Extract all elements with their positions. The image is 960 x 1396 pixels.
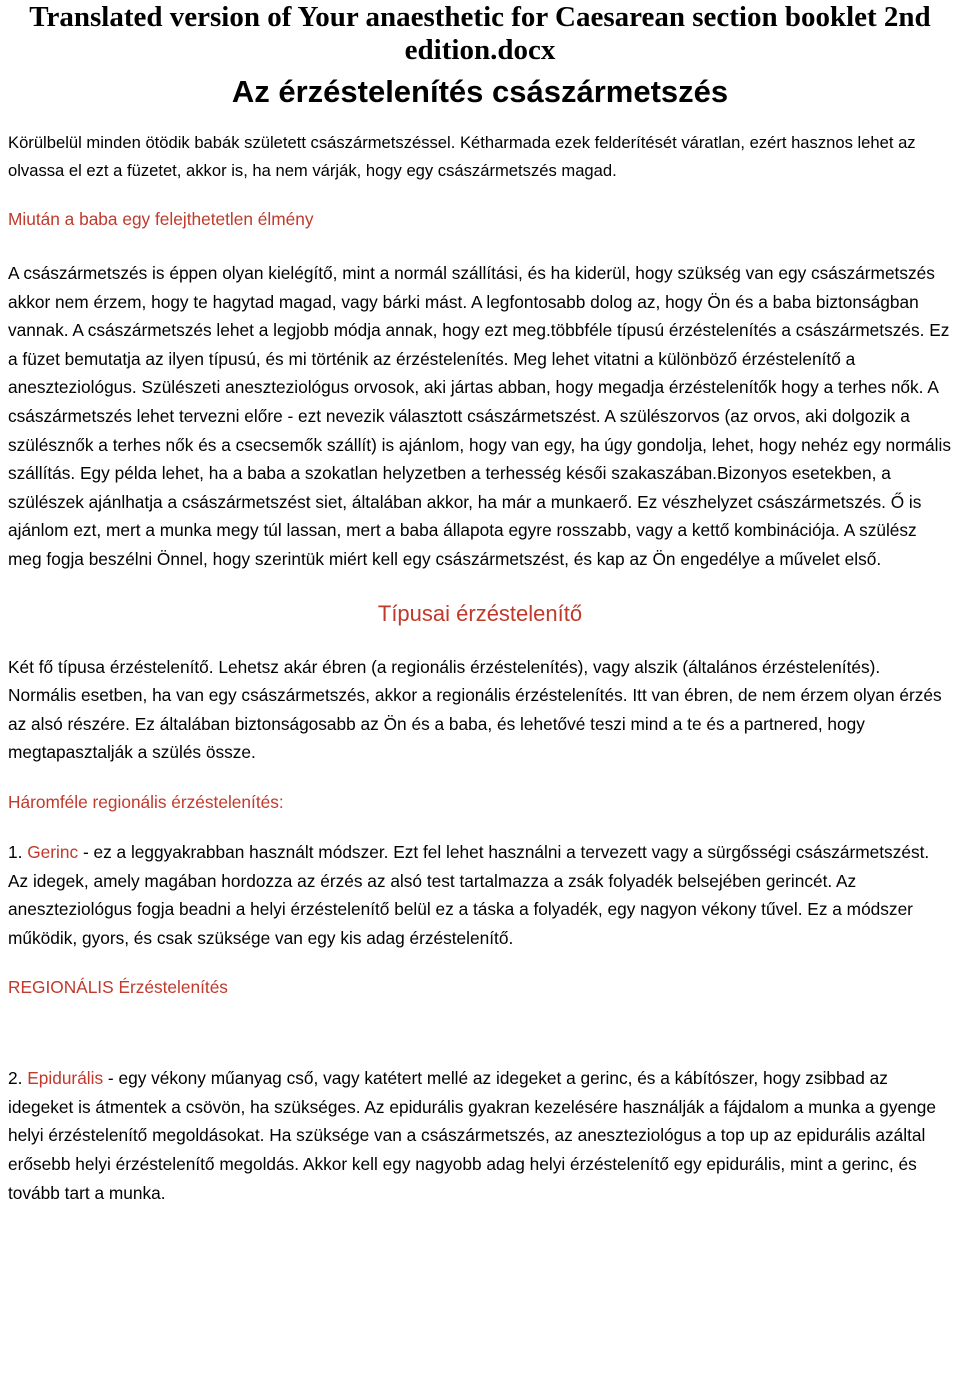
list-item-number: 2. bbox=[8, 1068, 23, 1089]
list-item-number: 1. bbox=[8, 841, 23, 862]
list-item-text: - egy vékony műanyag cső, vagy katétert mellé az idegeket a gerinc, és a kábítószer, hogy zsibbad az idegeket is átmentek a csövön, ha szükséges. Az epidurális gyakran kezelésére használják a fájdalom a munka a gyenge helyi érzéstelenítő megoldásokat. Ha szüksége van a császármetszés, az aneszteziológus a top up az epidurális azáltal erősebb helyi érzéstelenítő megoldás. Akkor kell egy nagyobb adag helyi érzéstelenítő egy epidurális, mint a gerinc, és tovább tart a munka. bbox=[8, 1068, 936, 1203]
section3-heading: Háromféle regionális érzéstelenítés: bbox=[8, 791, 284, 812]
list-item-epidural bbox=[8, 1064, 952, 1207]
list-item-text: - ez a leggyakrabban használt módszer. Ezt fel lehet használni a tervezett vagy a sürgősségi császármetszést. Az idegek, amely magában hordozza az érzés az alsó test tartalmazza a zsák folyadék belsejében gerincét. Az aneszteziológus fogja beadni a helyi érzéstelenítő belül ez a táska a folyadék, egy nagyon vékony tűvel. Ez a módszer működik, gyors, és csak szüksége van egy kis adag érzéstelenítő. bbox=[8, 841, 930, 948]
document-title: Translated version of Your anaesthetic for Caesarean section booklet 2nd edition.docx bbox=[29, 1, 931, 66]
section2-paragraph: Két fő típusa érzéstelenítő. Lehetsz akár ébren (a regionális érzéstelenítés), vagy alszik (általános érzéstelenítés). Normális esetben, ha van egy császármetszés, akkor a regionális érzéstelenítés. Itt van ébren, de nem érzem olyan érzés az alsó részére. Ez általában biztonságosabb az Ön és a baba, és lehetővé teszi mind a te és a partnered, hogy megtapasztalják a szülés össze. bbox=[8, 656, 942, 763]
list-item-term: Epidurális bbox=[27, 1068, 104, 1089]
document-subtitle: Az érzéstelenítés császármetszés bbox=[231, 74, 729, 109]
section2-heading: Típusai érzéstelenítő bbox=[377, 600, 583, 626]
section1-heading: Miután a baba egy felejthetetlen élmény bbox=[8, 209, 314, 229]
section1-paragraph: A császármetszés is éppen olyan kielégítő, mint a normál szállítási, és ha kiderül, hogy szükség van egy császármetszés akkor nem érzem, hogy te hagytad magad, vagy bárki mást. A legfontosabb dolog az, hogy Ön és a baba biztonságban vannak. A császármetszés lehet a legjobb módja annak, hogy ezt meg.többféle típusú érzéstelenítés a császármetszés. Ez a füzet bemutatja az ilyen típusú, és mi történik az érzéstelenítés. Meg lehet vitatni a különböző érzéstelenítő a aneszteziológus. Szülészeti aneszteziológus orvosok, aki jártas abban, hogy megadja érzéstelenítők hogy a terhes nők. A császármetszés lehet tervezni előre - ezt nevezik választott császármetszést. A szülészorvos (az orvos, aki dolgozik a szülésznők a terhes nők és a csecsemők szállít) is ajánlom, hogy van egy, ha úgy gondolja, lehet, hogy nehéz egy normális szállítás. Egy példa lehet, ha a baba a szokatlan helyzetben a terhesség késői szakaszában.Bizonyos esetekben, a szülészek ajánlhatja a császármetszést siet, általában akkor, ha már a munkaerő. Ez vészhelyzet császármetszés. Ő is ajánlom ezt, mert a munka megy túl lassan, mert a baba állapota egyre rosszabb, vagy a kettő kombinációja. A szülész meg fogja beszélni Önnel, hogy szerintük miért kell egy császármetszést, és kap az Ön engedélye a művelet első. bbox=[8, 263, 951, 569]
regional-anaesthesia-heading: REGIONÁLIS Érzéstelenítés bbox=[8, 977, 228, 998]
list-item-spinal bbox=[8, 838, 952, 952]
list-item-term: Gerinc bbox=[27, 841, 79, 862]
intro-paragraph: Körülbelül minden ötödik babák született császármetszéssel. Kétharmada ezek felderítését váratlan, ezért hasznos lehet az olvassa el ezt a füzetet, akkor is, ha nem várják, hogy egy császármetszés magad. bbox=[8, 133, 916, 180]
